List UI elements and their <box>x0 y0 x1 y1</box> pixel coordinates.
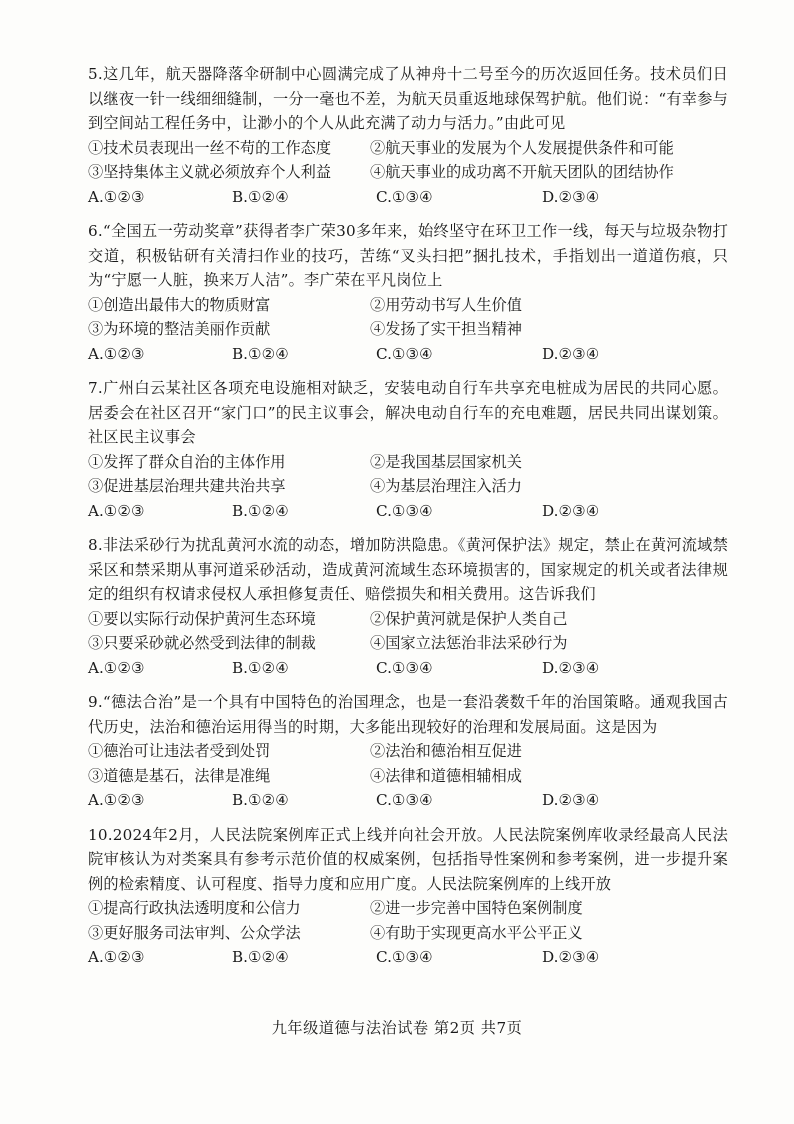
statement-4: ④有助于实现更高水平公平正义 <box>370 923 583 942</box>
answer-a: A.①②③ <box>88 501 145 520</box>
statement-3: ③道德是基石，法律是准绳 <box>88 766 271 785</box>
statement-3: ③坚持集体主义就必须放弃个人利益 <box>88 163 331 181</box>
answer-c: C.①③④ <box>376 791 433 809</box>
answer-a: A.①②③ <box>88 187 145 206</box>
answer-a: A.①②③ <box>88 344 145 363</box>
answer-d: D.②③④ <box>542 658 600 677</box>
statement-3: ③更好服务司法审判、公众学法 <box>88 923 301 942</box>
statement-1: ①要以实际行动保护黄河生态环境 <box>88 609 316 628</box>
answer-a: A.①②③ <box>88 791 145 809</box>
answer-c: C.①③④ <box>376 344 433 363</box>
question-6 <box>88 219 728 366</box>
answer-b: B.①②④ <box>232 791 289 809</box>
statement-3: ③只要采砂就必然受到法律的制裁 <box>88 634 316 652</box>
statement-2: ②航天事业的发展为个人发展提供条件和可能 <box>370 138 674 157</box>
question-stem: 8.非法采砂行为扰乱黄河水流的动态，增加防洪隐患。《黄河保护法》规定，禁止在黄河流域禁采区和禁采期从事河道采砂活动，造成黄河流域生态环境损害的，国家规定的机关或者法律规定的组织有权请求侵权人承担修复责任、赔偿损失和相关费用。这告诉我们 <box>88 536 728 603</box>
question-10 <box>88 823 728 970</box>
page-footer: 九年级道德与法治试卷 第2页 共7页 <box>271 1019 523 1037</box>
statement-2: ②进一步完善中国特色案例制度 <box>370 899 583 917</box>
statement-4: ④发扬了实干担当精神 <box>370 320 522 338</box>
answer-a: A.①②③ <box>88 658 145 677</box>
answer-b: B.①②④ <box>232 658 289 677</box>
answer-b: B.①②④ <box>232 187 289 206</box>
statement-1: ①德治可让违法者受到处罚 <box>88 742 271 760</box>
answer-d: D.②③④ <box>542 187 600 206</box>
answer-choices <box>88 656 728 681</box>
statement-3: ③促进基层治理共建共治共享 <box>88 477 286 495</box>
question-stem: 9.“德法合治”是一个具有中国特色的治国理念，也是一套沿袭数千年的治国策略。通观我国古代历史，法治和德治运用得当的时期，大多能出现较好的治理和发展局面。这是因为 <box>88 693 728 736</box>
question-stem: 6.“全国五一劳动奖章”获得者李广荣30多年来，始终坚守在环卫工作一线，每天与垃圾杂物打交道，积极钻研有关清扫作业的技巧，苦练“叉头扫把”捆扎技术，手指划出一道道伤痕，只为“宁愿一人脏，换来万人洁”。李广荣在平凡岗位上 <box>88 222 728 289</box>
statement-3: ③为环境的整洁美丽作贡献 <box>88 320 271 338</box>
statement-2: ②保护黄河就是保护人类自己 <box>370 609 568 628</box>
answer-a: A.①②③ <box>88 948 145 966</box>
answer-d: D.②③④ <box>542 501 600 520</box>
statement-2: ②法治和德治相互促进 <box>370 742 522 760</box>
statement-4: ④为基层治理注入活力 <box>370 477 522 495</box>
statement-options <box>88 293 728 342</box>
statement-options <box>88 136 728 185</box>
statement-1: ①创造出最伟大的物质财富 <box>88 295 271 314</box>
statement-4: ④法律和道德相辅相成 <box>370 766 522 785</box>
statement-options <box>88 450 728 499</box>
answer-c: C.①③④ <box>376 501 433 520</box>
answer-b: B.①②④ <box>232 501 289 520</box>
answer-choices <box>88 185 728 210</box>
statement-options <box>88 607 728 656</box>
question-stem: 7.广州白云某社区各项充电设施相对缺乏，安装电动自行车共享充电桩成为居民的共同心愿。居委会在社区召开“家门口”的民主议事会，解决电动自行车的充电难题，居民共同出谋划策。社区民主议事会 <box>88 379 728 446</box>
answer-d: D.②③④ <box>542 948 600 966</box>
statement-2: ②用劳动书写人生价值 <box>370 295 522 314</box>
question-7 <box>88 376 728 523</box>
question-9 <box>88 690 728 813</box>
answer-c: C.①③④ <box>376 187 433 206</box>
answer-choices <box>88 342 728 367</box>
statement-1: ①技术员表现出一丝不苟的工作态度 <box>88 138 331 157</box>
answer-c: C.①③④ <box>376 948 433 966</box>
answer-d: D.②③④ <box>542 344 600 363</box>
question-list <box>88 62 728 980</box>
question-8 <box>88 533 728 680</box>
answer-b: B.①②④ <box>232 344 289 363</box>
statement-2: ②是我国基层国家机关 <box>370 452 522 471</box>
statement-1: ①提高行政执法透明度和公信力 <box>88 899 301 917</box>
answer-b: B.①②④ <box>232 948 289 966</box>
statement-options <box>88 896 728 945</box>
question-stem: 5.这几年，航天器降落伞研制中心圆满完成了从神舟十二号至今的历次返回任务。技术员们日以继夜一针一线细细缝制，一分一毫也不差，为航天员重返地球保驾护航。他们说：“有幸参与到空间站工程任务中，让渺小的个人从此充满了动力与活力。”由此可见 <box>88 65 728 132</box>
statement-4: ④国家立法惩治非法采砂行为 <box>370 634 568 652</box>
statement-1: ①发挥了群众自治的主体作用 <box>88 452 286 471</box>
question-5 <box>88 62 728 209</box>
question-stem: 10.2024年2月，人民法院案例库正式上线并向社会开放。人民法院案例库收录经最高人民法院审核认为对类案具有参考示范价值的权威案例，包括指导性案例和参考案例，进一步提升案例的检索精度、认可程度、指导力度和应用广度。人民法院案例库的上线开放 <box>88 825 728 893</box>
answer-d: D.②③④ <box>542 791 600 809</box>
answer-choices <box>88 945 728 970</box>
statement-options <box>88 739 728 788</box>
answer-c: C.①③④ <box>376 658 433 677</box>
statement-4: ④航天事业的成功离不开航天团队的团结协作 <box>370 163 674 181</box>
answer-choices <box>88 499 728 524</box>
answer-choices <box>88 788 728 813</box>
